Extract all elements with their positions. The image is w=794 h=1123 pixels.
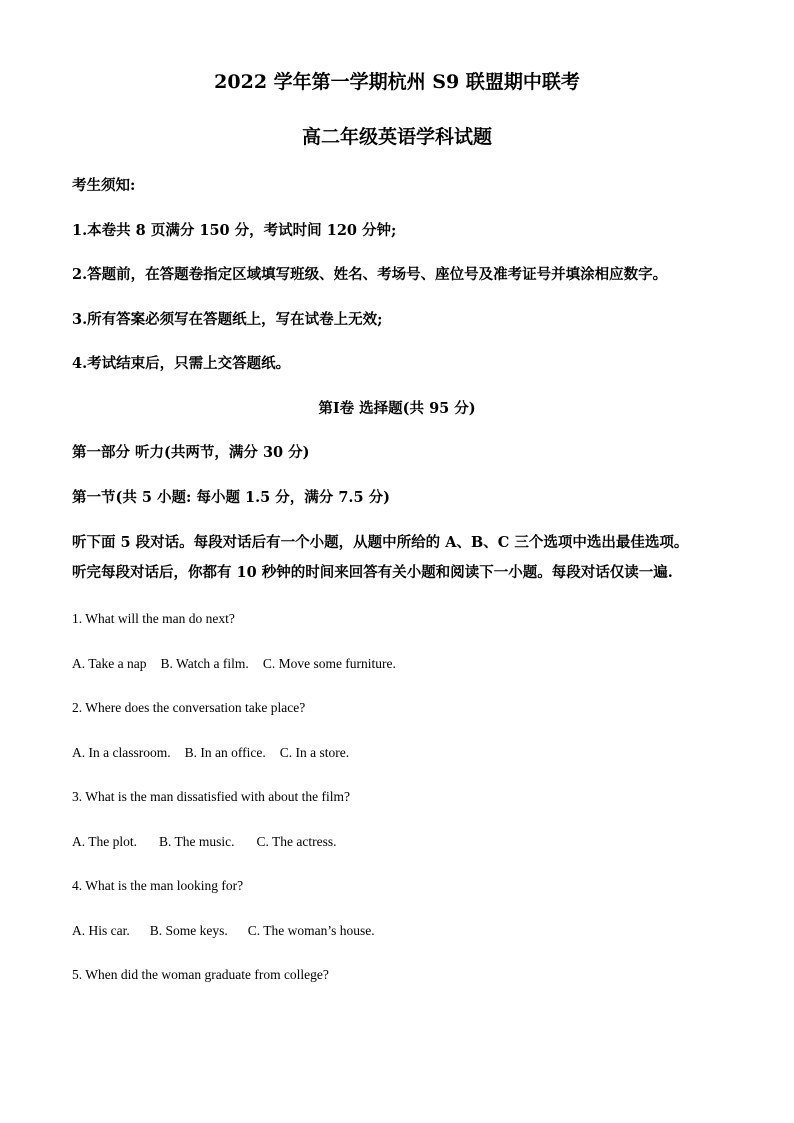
option-a: A. Take a nap (72, 656, 147, 671)
question-stem: 1. What will the man do next? (72, 611, 235, 626)
section-title: 第Ⅰ卷 选择题(共 95 分) (318, 400, 476, 417)
option-c: C. In a store. (279, 745, 350, 760)
question-options (72, 835, 350, 849)
notice-item: 1.本卷共 8 页满分 150 分，考试时间 120 分钟; (72, 222, 397, 239)
subsection-title: 第一节(共 5 小题: 每小题 1.5 分，满分 7.5 分) (72, 489, 390, 506)
notice-item: 3.所有答案必须写在答题纸上，写在试卷上无效; (72, 311, 383, 328)
option-c: C. The actress. (256, 834, 337, 849)
option-c: C. Move some furniture. (262, 656, 396, 671)
option-c: C. The woman’s house. (247, 923, 375, 938)
instruction-line: 听下面 5 段对话。每段对话后有一个小题，从题中所给的 A、B、C 三个选项中选出最佳选项。 (72, 534, 689, 551)
notice-item: 2.答题前，在答题卷指定区域填写班级、姓名、考场号、座位号及准考证号并填涂相应数字。 (72, 266, 668, 283)
option-a: A. His car. (72, 923, 130, 938)
exam-subtitle: 高二年级英语学科试题 (301, 126, 492, 148)
question-options (72, 746, 363, 760)
option-b: B. Watch a film. (160, 656, 249, 671)
part-title: 第一部分 听力(共两节，满分 30 分) (72, 444, 310, 461)
question-options (72, 924, 389, 938)
question-stem: 2. Where does the conversation take place? (72, 700, 306, 715)
option-b: B. In an office. (184, 745, 266, 760)
option-b: B. Some keys. (149, 923, 228, 938)
notice-heading: 考生须知: (72, 177, 136, 194)
exam-title: 2022 学年第一学期杭州 S9 联盟期中联考 (214, 71, 580, 93)
instruction-line: 听完每段对话后，你都有 10 秒钟的时间来回答有关小题和阅读下一小题。每段对话仅读一遍. (72, 564, 673, 581)
question-stem: 4. What is the man looking for? (72, 878, 244, 893)
option-a: A. In a classroom. (72, 745, 171, 760)
question-options (72, 657, 410, 671)
question-stem: 3. What is the man dissatisfied with about the film? (72, 789, 350, 804)
option-a: A. The plot. (72, 834, 137, 849)
option-b: B. The music. (159, 834, 235, 849)
notice-item: 4.考试结束后，只需上交答题纸。 (72, 355, 291, 372)
question-stem: 5. When did the woman graduate from college? (72, 967, 329, 982)
